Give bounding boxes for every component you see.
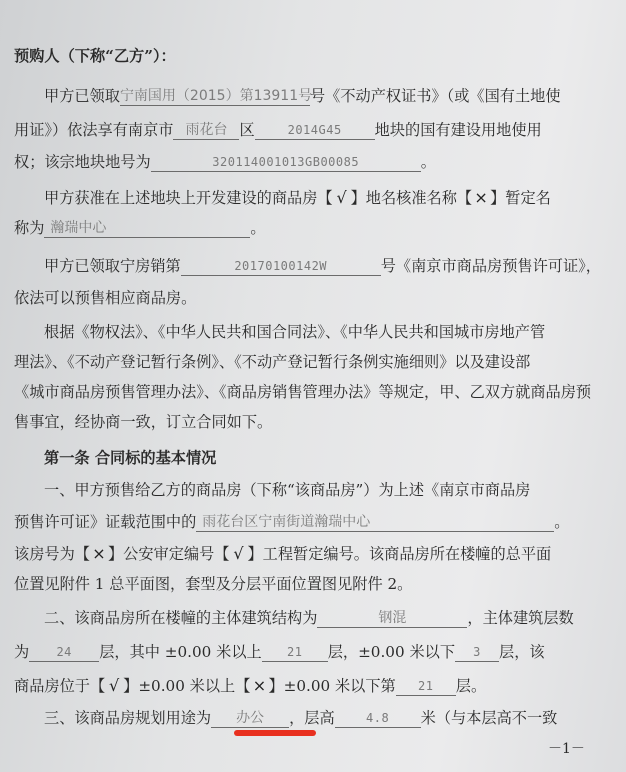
p1-text: 地块的国有建设用地使用 [374, 121, 542, 139]
p4-line4: 售事宜，经协商一致，订立合同如下。 [14, 413, 273, 431]
p1-line3 [14, 152, 626, 172]
project-name-field: 瀚瑞中心 [44, 219, 250, 238]
p5-line2 [14, 512, 626, 532]
total-floors-field: 24 [29, 643, 99, 662]
usage-field: 办公 [211, 709, 289, 728]
buyer-heading: 预购人（下称“乙方”）： [14, 47, 176, 65]
p2-text: 甲方获准在上述地块上开发建设的商品房【 [44, 189, 333, 207]
p2-text: 】暂定名 [490, 189, 551, 207]
p2-line2 [14, 218, 626, 238]
p7-text: 三、该商品房规划用途为 [44, 709, 212, 727]
cross-mark-icon: × [252, 676, 267, 695]
p6-text: 】±0.00 米以下第 [268, 677, 396, 695]
p7-text: ，层高 [289, 709, 335, 727]
p5-line3 [14, 544, 626, 564]
p1-text: 用证》）依法享有南京市 [14, 121, 174, 139]
p2-text: 称为 [14, 219, 45, 237]
p2-text: 。 [250, 219, 266, 237]
location-field: 雨花台区宁南街道瀚瑞中心 [196, 513, 554, 532]
p5-line1: 一、甲方预售给乙方的商品房（下称“该商品房”）为上述《南京市商品房 [44, 481, 531, 499]
check-mark-icon: √ [336, 188, 347, 207]
p3-text: 甲方已领取宁房销第 [44, 257, 181, 275]
p3-text: 号《南京市商品房预售许可证》， [380, 257, 601, 275]
p5-text: 预售许可证》证载范围中的 [14, 513, 197, 531]
p2-text: 】地名核准名称【 [350, 189, 473, 207]
p7-text: 米（与本层高不一致 [420, 709, 558, 727]
below-floors-field: 3 [455, 643, 499, 662]
p6-line1 [44, 608, 626, 628]
p1-line2 [14, 120, 626, 140]
floor-number-field: 21 [396, 677, 456, 696]
plot-number-field: 2014G45 [255, 121, 375, 140]
red-underline-annotation [234, 730, 316, 736]
p3-line2: 依法可以预售相应商品房。 [14, 289, 197, 307]
p4-line2: 理法》、《不动产登记暂行条例》、《不动产登记暂行条例实施细则》以及建设部 [14, 353, 531, 371]
p4-line1: 根据《物权法》、《中华人民共和国合同法》、《中华人民共和国城市房地产管 [44, 323, 546, 341]
above-floors-field: 21 [262, 643, 328, 662]
check-mark-icon: √ [109, 676, 120, 695]
p6-text: 为 [14, 643, 30, 661]
p5-text: 该房号为【 [14, 545, 90, 563]
p6-text: ，主体建筑层数 [467, 609, 574, 627]
district-field: 雨花台 [173, 121, 239, 140]
p6-line2 [14, 642, 626, 662]
presale-permit-number: 20170100142W [181, 257, 381, 276]
p2-line1 [44, 188, 626, 208]
p6-text: 二、该商品房所在楼幢的主体建筑结构为 [44, 609, 318, 627]
p3-line1 [44, 256, 626, 276]
land-cert-number: 宁南国用（2015）第13911号 [119, 88, 313, 104]
p6-text: 层，其中 ±0.00 米以上 [99, 643, 262, 661]
p5-line4: 位置见附件 1 总平面图，套型及分层平面位置图见附件 2。 [14, 575, 413, 593]
structure-field: 钢混 [317, 609, 467, 628]
article-1-heading: 第一条 合同标的基本情况 [44, 449, 217, 467]
check-mark-icon: √ [233, 544, 244, 563]
p6-text: 层，±0.00 米以下 [327, 643, 456, 661]
p1-text: 。 [420, 153, 436, 171]
page-number: －1－ [548, 741, 585, 757]
p5-text: 。 [554, 513, 570, 531]
p7-line1 [44, 708, 626, 728]
land-number-field: 320114001013GB00085 [151, 153, 421, 172]
p6-text: 商品房位于【 [14, 677, 106, 695]
p6-text: 层。 [455, 677, 487, 695]
p5-text: 】工程暂定编号。该商品房所在楼幢的总平面 [247, 545, 552, 563]
p6-line3 [14, 676, 626, 696]
cross-mark-icon: × [474, 188, 488, 207]
floor-height-field: 4.8 [335, 709, 421, 728]
p1-text: 甲方已领取 [44, 87, 120, 105]
p5-text: 】公安审定编号【 [107, 545, 230, 563]
cross-mark-icon: × [92, 544, 106, 563]
p1-text: 号《不动产权证书》（或《国有土地使 [309, 87, 561, 105]
p1-text: 区 [239, 121, 255, 139]
p1-text: 权；该宗地块地号为 [14, 153, 151, 171]
p4-line3: 《城市商品房预售管理办法》、《商品房销售管理办法》等规定，甲、乙双方就商品房预 [14, 383, 592, 401]
p6-text: 层，该 [499, 643, 545, 661]
p6-text: 】±0.00 米以上【 [123, 677, 251, 695]
p1-line1 [44, 86, 626, 106]
